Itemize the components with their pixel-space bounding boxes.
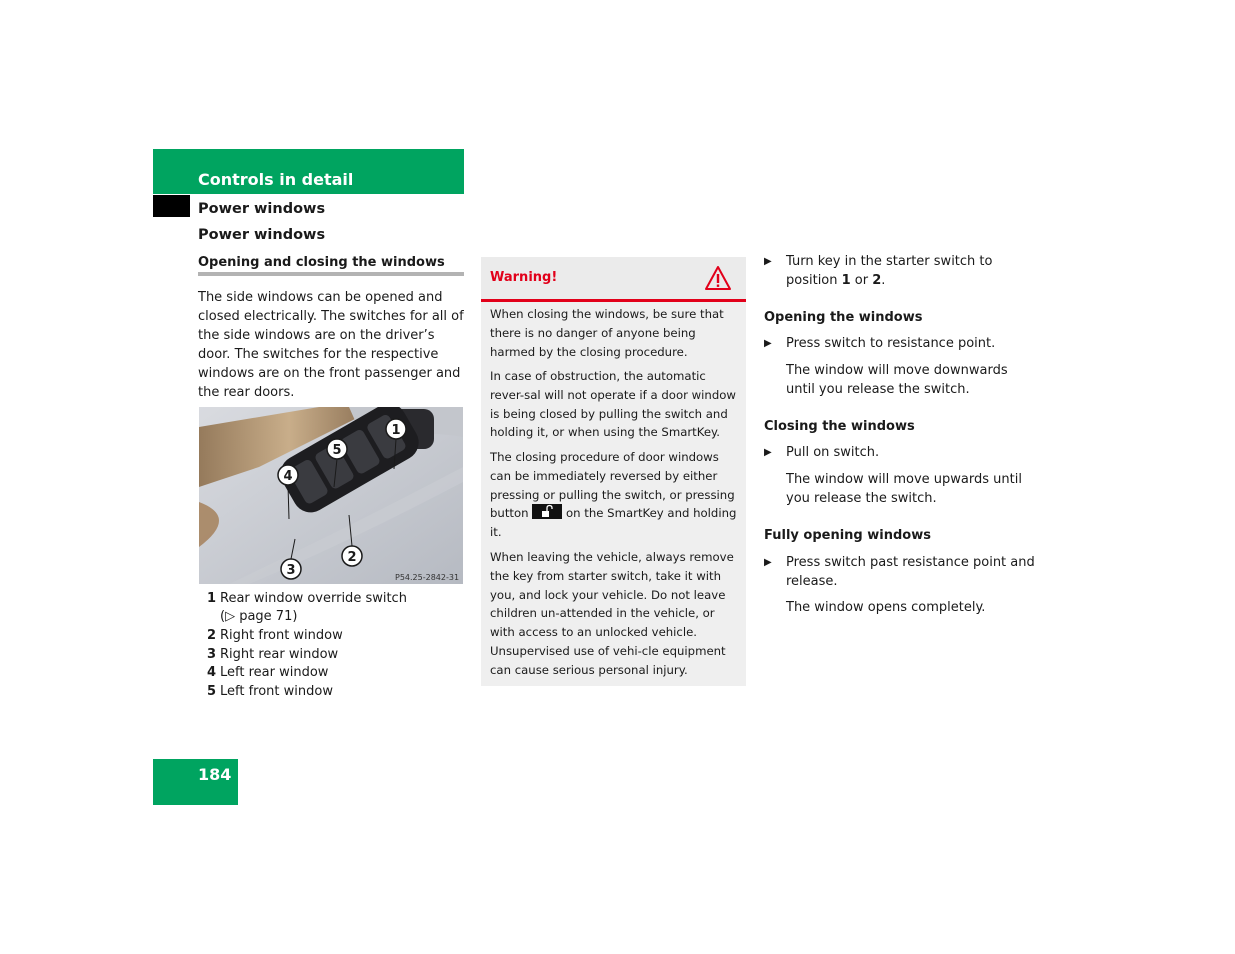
step-arrow-icon: ▶ — [764, 557, 772, 568]
heading-rule — [198, 272, 464, 276]
smartkey-unlock-icon — [532, 504, 562, 519]
page-number: 184 — [198, 765, 232, 784]
window-switch-photo — [199, 407, 463, 584]
intro-paragraph: The side windows can be opened and closed electrically. The switches for all of the side windows are on the driver’s door. The switches for the respective windows are on the front passenger and the rear doors. — [198, 290, 464, 400]
legend-item — [207, 646, 338, 664]
warning-paragraph-button — [490, 504, 738, 542]
callout-4: 4 — [283, 469, 293, 484]
legend-text: Right front window — [220, 628, 343, 643]
figure-code: P54.25-2842-31 — [395, 573, 460, 582]
legend-text: Rear window override switch — [220, 591, 407, 606]
legend-text: Left rear window — [220, 665, 329, 680]
button-word: button — [490, 506, 529, 520]
legend-number: 4 — [207, 665, 217, 680]
opening-heading: Opening the windows — [764, 310, 923, 325]
legend-item — [207, 590, 407, 608]
chapter-title: Controls in detail — [198, 170, 354, 189]
section-title: Power windows — [198, 201, 326, 217]
legend-item — [207, 683, 333, 701]
step-arrow-icon: ▶ — [764, 338, 772, 349]
legend-number: 1 — [207, 591, 217, 606]
section-marker — [153, 195, 190, 217]
fully-opening-heading: Fully opening windows — [764, 528, 931, 543]
result-note: The window will move downwards until you release the switch. — [786, 363, 1008, 397]
callout-3: 3 — [286, 563, 296, 578]
subsection-heading: Opening and closing the windows — [198, 255, 445, 270]
warning-paragraph: When closing the windows, be sure that there is no danger of anyone being harmed by the closing procedure. — [490, 307, 724, 359]
warning-paragraph: In case of obstruction, the automatic rever-sal will not operate if a door window is being closed by pulling the switch and holding it, or when using the SmartKey. — [490, 369, 736, 440]
legend-number: 2 — [207, 628, 217, 643]
legend-number: 3 — [207, 647, 217, 662]
step-arrow-icon: ▶ — [764, 256, 772, 267]
warning-paragraph: When leaving the vehicle, always remove the key from starter switch, take it with you, and lock your vehicle. Do not leave children un-attended in the vehicle, or with access to an unlocked vehicle. Unsupervised use of vehi-cle equipment can cause serious personal injury. — [490, 550, 734, 677]
callout-2: 2 — [347, 550, 357, 565]
step-arrow-icon: ▶ — [764, 447, 772, 458]
closing-heading: Closing the windows — [764, 419, 915, 434]
page-title: Power windows — [198, 227, 326, 243]
warning-paragraph: The closing procedure of door windows can be immediately reversed by either pressing or pulling the switch, or pressing — [490, 450, 735, 502]
legend-text: Right rear window — [220, 647, 339, 662]
result-note: The window opens completely. — [786, 600, 986, 615]
callout-1: 1 — [391, 423, 401, 438]
legend-text: Left front window — [220, 684, 333, 699]
warning-label: Warning! — [490, 270, 558, 285]
legend-item — [207, 664, 328, 682]
result-note: The window will move upwards until you release the switch. — [786, 472, 1022, 506]
warning-triangle-icon — [704, 265, 732, 291]
legend-number: 5 — [207, 684, 217, 699]
legend-item — [207, 627, 343, 645]
callout-5: 5 — [332, 443, 342, 458]
smartkey-text: on the SmartKey and holding it. — [490, 506, 737, 539]
legend-page-ref[interactable]: (▷ page 71) — [220, 609, 298, 624]
